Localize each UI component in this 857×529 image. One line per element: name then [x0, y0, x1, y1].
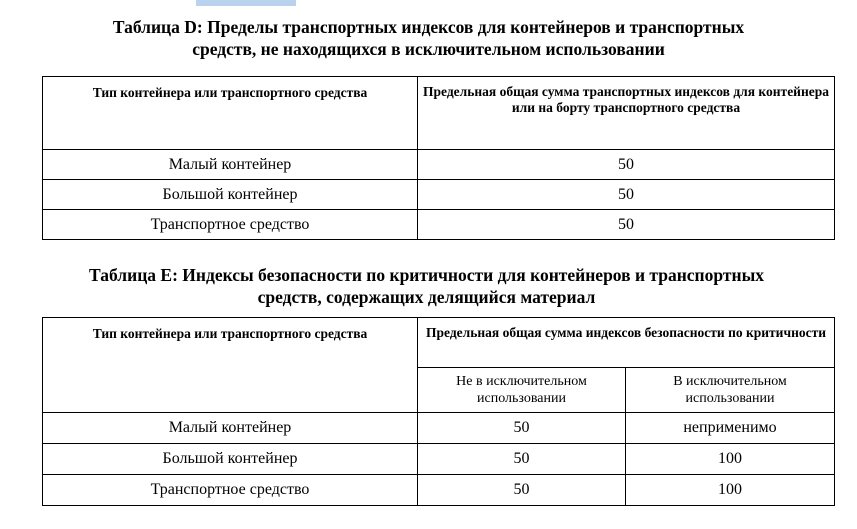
- table-e-cell-not-exclusive: 50: [418, 444, 626, 475]
- table-d-caption: [0, 16, 857, 60]
- table-d-header-type: Тип контейнера или транспортного средства: [43, 77, 418, 150]
- table-e-subheader-exclusive: В исключительном использовании: [626, 368, 835, 413]
- table-e-header-limit: Предельная общая сумма индексов безопасности по критичности: [418, 318, 835, 368]
- table-e-cell-type: Большой контейнер: [43, 444, 418, 475]
- table-e-cell-type: Транспортное средство: [43, 475, 418, 506]
- table-e-cell-exclusive: 100: [626, 475, 835, 506]
- table-d-caption-line2: средств, не находящихся в исключительном использовании: [192, 39, 665, 59]
- table-d-caption-line1: Таблица D: Пределы транспортных индексов для контейнеров и транспортных: [112, 17, 745, 37]
- table-e-header-row: [43, 318, 835, 368]
- table-d-header-row: [43, 77, 835, 150]
- table-e: [42, 317, 835, 506]
- table-d-cell-type: Малый контейнер: [43, 150, 418, 180]
- table-e-cell-not-exclusive: 50: [418, 475, 626, 506]
- table-d-cell-limit: 50: [418, 180, 835, 210]
- table-d-cell-limit: 50: [418, 150, 835, 180]
- table-e-cell-exclusive: 100: [626, 444, 835, 475]
- table-e-cell-not-exclusive: 50: [418, 413, 626, 444]
- table-e-subheader-not-exclusive: Не в исключительном использовании: [418, 368, 626, 413]
- table-d-cell-limit: 50: [418, 210, 835, 240]
- table-d-cell-type: Транспортное средство: [43, 210, 418, 240]
- table-e-cell-type: Малый контейнер: [43, 413, 418, 444]
- table-d-header-limit: Предельная общая сумма транспортных индексов для контейнера или на борту транспортного средства: [418, 77, 835, 150]
- table-e-header-type: Тип контейнера или транспортного средства: [43, 318, 418, 413]
- table-row: [43, 444, 835, 475]
- table-row: [43, 475, 835, 506]
- table-row: [43, 150, 835, 180]
- table-row: [43, 210, 835, 240]
- table-e-cell-exclusive: неприменимо: [626, 413, 835, 444]
- table-row: [43, 180, 835, 210]
- table-row: [43, 413, 835, 444]
- table-d-cell-type: Большой контейнер: [43, 180, 418, 210]
- table-d: [42, 76, 835, 240]
- table-e-caption: [0, 264, 855, 308]
- top-highlight-strip: [196, 0, 296, 6]
- table-e-caption-line1: Таблица E: Индексы безопасности по критичности для контейнеров и транспортных: [89, 265, 764, 285]
- table-e-caption-line2: средств, содержащих делящийся материал: [257, 287, 596, 307]
